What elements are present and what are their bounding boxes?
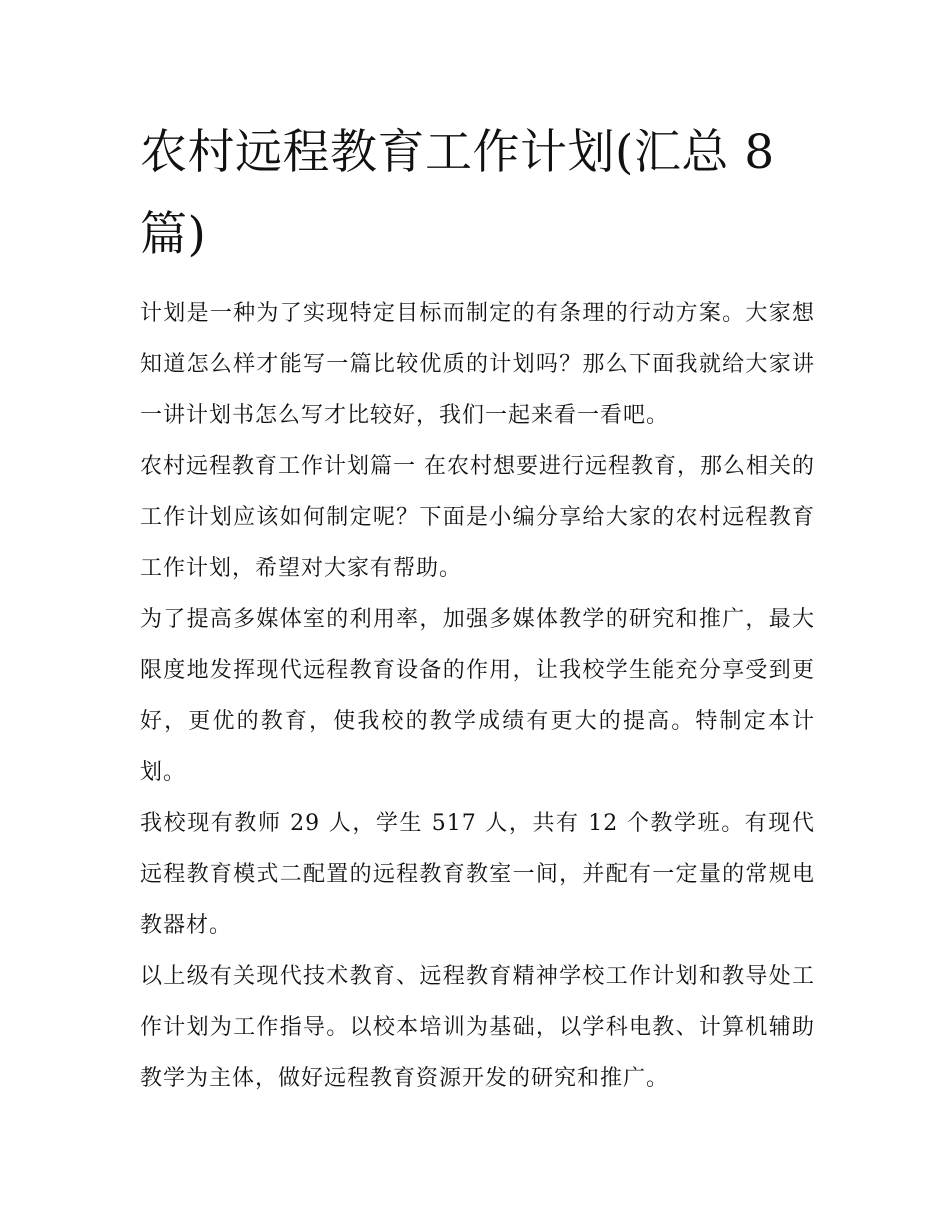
document-title <box>140 112 810 276</box>
paragraph-plan-one: 农村远程教育工作计划篇一 在农村想要进行远程教育，那么相关的工作计划应该如何制定呢？下面是小编分享给大家的农村远程教育工作计划，希望对大家有帮助。 <box>140 454 815 581</box>
document-title-line-2: 篇) <box>140 207 207 262</box>
paragraph-guiding-ideology: 以上级有关现代技术教育、远程教育精神学校工作计划和教导处工作计划为工作指导。以校本培训为基础，以学科电教、计算机辅助教学为主体，做好远程教育资源开发的研究和推广。 <box>140 964 815 1091</box>
paragraph-purpose: 为了提高多媒体室的利用率，加强多媒体教学的研究和推广，最大限度地发挥现代远程教育设备的作用，让我校学生能充分享受到更好，更优的教育，使我校的教学成绩有更大的提高。特制定本计划。 <box>140 607 815 785</box>
paragraph-school-status: 我校现有教师 29 人，学生 517 人，共有 12 个教学班。有现代远程教育模式二配置的远程教育教室一间，并配有一定量的常规电教器材。 <box>140 811 815 938</box>
document-content <box>140 112 820 1104</box>
paragraph-intro: 计划是一种为了实现特定目标而制定的有条理的行动方案。大家想知道怎么样才能写一篇比较优质的计划吗？那么下面我就给大家讲一讲计划书怎么写才比较好，我们一起来看一看吧。 <box>140 301 815 428</box>
document-body <box>140 288 820 1104</box>
document-title-line-1: 农村远程教育工作计划(汇总 8 <box>140 125 775 180</box>
